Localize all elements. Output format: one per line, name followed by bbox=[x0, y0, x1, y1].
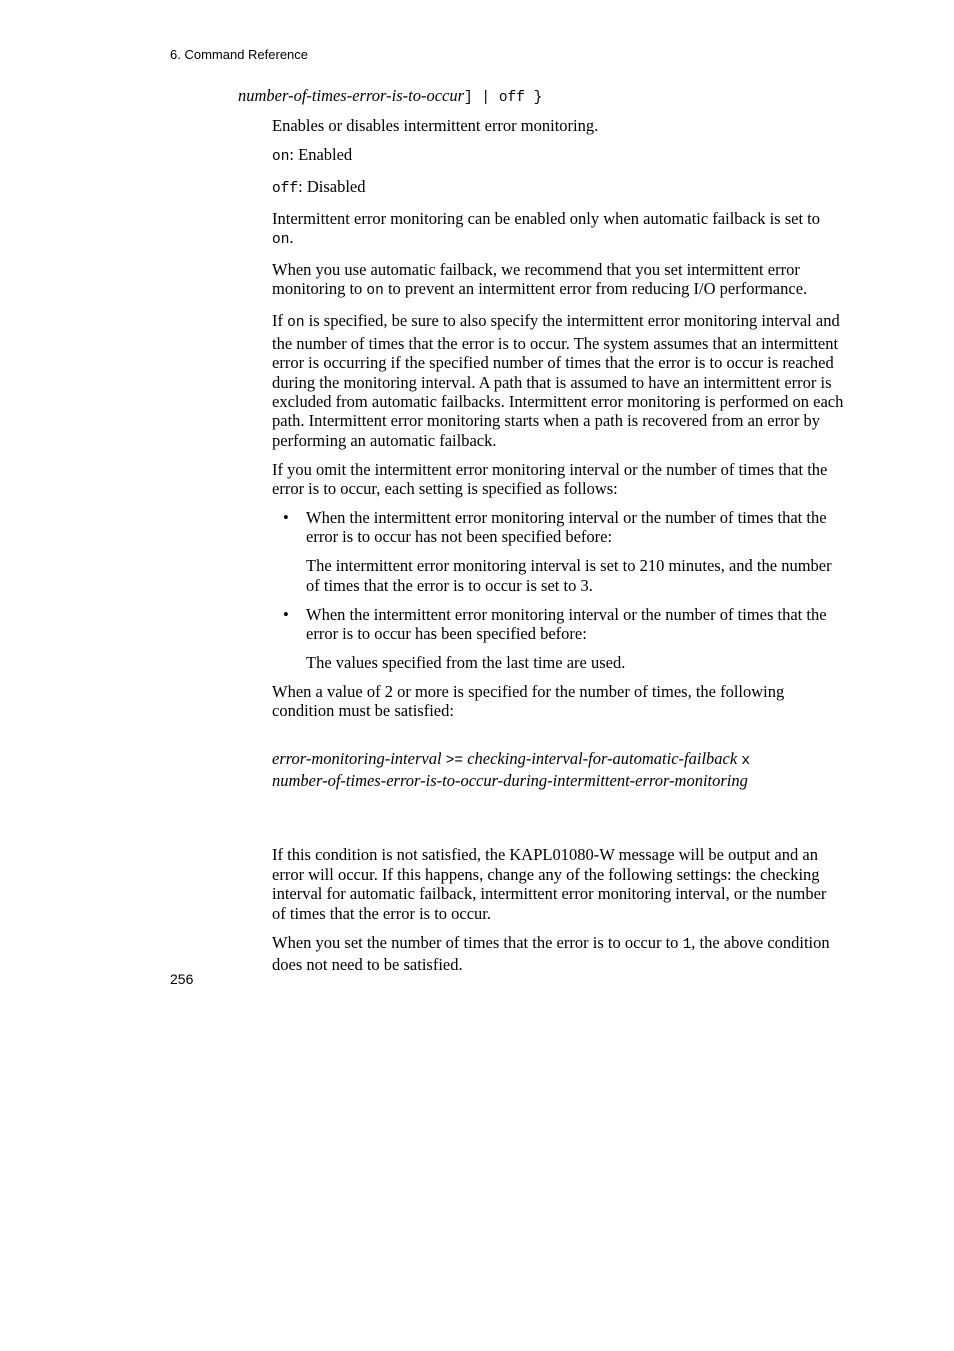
paragraph-recommendation: When you use automatic failback, we recommend that you set intermittent error monitoring to on to prevent an intermittent error from reducing I/O performance. bbox=[272, 260, 808, 300]
list-item bbox=[272, 508, 844, 595]
option-off-code: off bbox=[272, 180, 299, 197]
option-on-text: : Enabled bbox=[289, 144, 353, 164]
bullet-marker: • bbox=[283, 508, 289, 527]
formula-line-2: number-of-times-error-is-to-occur-during-intermittent-error-monitoring bbox=[272, 771, 748, 791]
parameter-description bbox=[272, 116, 844, 984]
parameter-syntax-line bbox=[238, 86, 542, 106]
settings-list bbox=[272, 508, 844, 672]
paragraph-count-one: When you set the number of times that the error is to occur to 1, the above condition does not need to be satisfied. bbox=[272, 932, 830, 974]
running-header: 6. Command Reference bbox=[170, 47, 309, 62]
parameter-syntax-rest: ] | off } bbox=[464, 90, 543, 106]
paragraph-monitoring-details: If on is specified, be sure to also specify the intermittent error monitoring interval and the number of times that the error is to occur. The system assumes that an intermittent error is occurring if the specified number of times that the error is to occur is reached during the monitoring interval. A path that is assumed to have an intermittent error is excluded from automatic failbacks. Intermittent error monitoring is performed on each path. Intermittent error monitoring starts when a path is recovered from an error by performing an automatic failback. bbox=[272, 311, 844, 450]
list-item-detail: The intermittent error monitoring interval is set to 210 minutes, and the number of times that the error is to occur is set to 3. bbox=[306, 556, 832, 595]
paragraph-enables: Enables or disables intermittent error monitoring. bbox=[272, 116, 599, 135]
paragraph-condition-intro: When a value of 2 or more is specified for the number of times, the following condition must be satisfied: bbox=[272, 681, 785, 721]
formula-times: x bbox=[741, 752, 751, 769]
list-item bbox=[272, 605, 844, 673]
option-off bbox=[272, 177, 844, 199]
page-number: 256 bbox=[170, 971, 194, 987]
formula-right: checking-interval-for-automatic-failback bbox=[467, 748, 738, 768]
formula-left: error-monitoring-interval bbox=[272, 748, 442, 768]
list-item-lead: When the intermittent error monitoring interval or the number of times that the error is to occur has been specified before: bbox=[306, 604, 827, 644]
option-on-code: on bbox=[272, 148, 290, 165]
condition-formula bbox=[272, 749, 844, 791]
parameter-placeholder: number-of-times-error-is-to-occur bbox=[238, 86, 465, 105]
formula-line-1 bbox=[272, 749, 844, 771]
bullet-marker: • bbox=[283, 604, 289, 624]
paragraph-error-message: If this condition is not satisfied, the KAPL01080-W message will be output and an error will occur. If this happens, change any of the following settings: the checking interval for automatic failback, intermittent error monitoring interval, or the number of times that the error is to occur. bbox=[272, 845, 827, 923]
list-item-lead: When the intermittent error monitoring interval or the number of times that the error is to occur has not been specified before: bbox=[306, 508, 827, 547]
paragraph-enable-condition: Intermittent error monitoring can be enabled only when automatic failback is set to on. bbox=[272, 208, 820, 249]
formula-operator: >= bbox=[445, 752, 464, 769]
option-on bbox=[272, 145, 844, 167]
list-item-detail: The values specified from the last time are used. bbox=[306, 652, 626, 672]
option-off-text: : Disabled bbox=[298, 176, 366, 196]
paragraph-omit-settings: If you omit the intermittent error monitoring interval or the number of times that the error is to occur, each setting is specified as follows: bbox=[272, 459, 828, 499]
